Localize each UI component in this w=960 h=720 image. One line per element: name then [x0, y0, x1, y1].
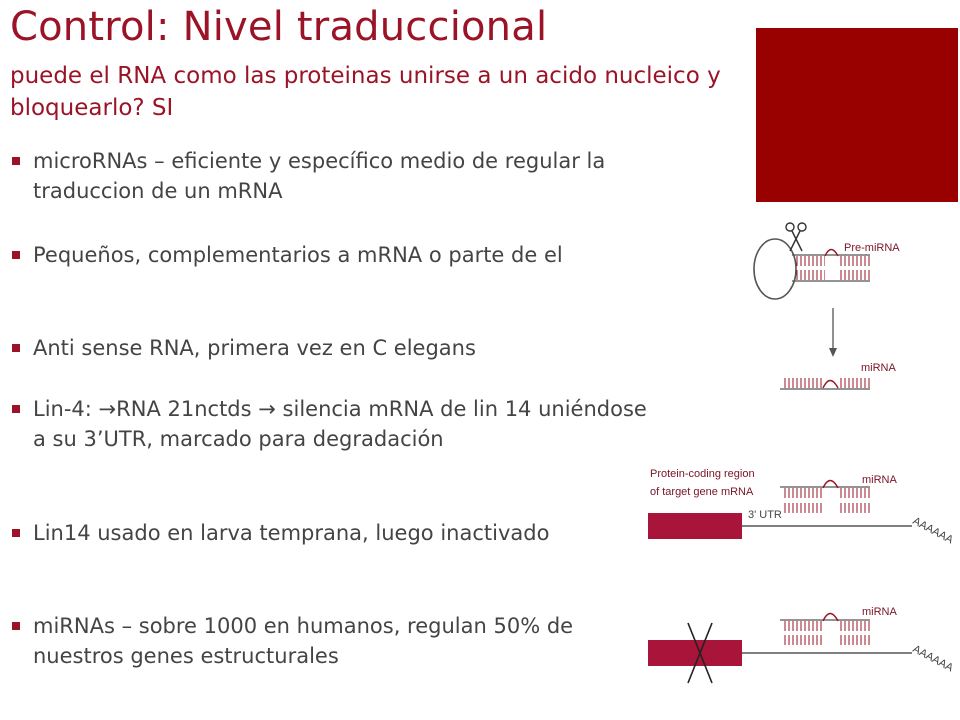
utr-label: 3' UTR	[748, 509, 782, 521]
protein-region-label: Protein-coding region	[650, 468, 755, 480]
slide-title: Control: Nivel traduccional	[10, 4, 548, 50]
polya-label: AAAAAA	[910, 515, 956, 547]
arrow-icon: →	[258, 397, 276, 421]
mature-mirna	[780, 378, 870, 389]
bullet-item	[10, 394, 663, 454]
bullet-marker	[12, 157, 20, 165]
bullet-text-mid: RNA 21nctds	[116, 397, 259, 421]
accent-square	[756, 28, 958, 202]
protein-coding-region	[648, 640, 742, 666]
mirna-label: miRNA	[862, 606, 897, 618]
bullet-text-end: silencia mRNA de lin 14 uniéndose a su 3’UTR, marcado para degradación	[33, 397, 647, 451]
bullet-text: Anti sense RNA, primera vez en C elegans	[33, 336, 476, 360]
polya-label: AAAAAA	[910, 643, 956, 675]
bullet-marker	[12, 405, 20, 413]
bullet-text: microRNAs – eficiente y específico medio de regular la traduccion de un mRNA	[33, 149, 606, 203]
bullet-text: miRNAs – sobre 1000 en humanos, regulan 50% de nuestros genes estructurales	[33, 614, 574, 668]
bullet-marker	[12, 622, 20, 630]
bullet-item	[10, 518, 653, 548]
arrow-down-icon	[829, 308, 837, 357]
bullet-item	[10, 611, 663, 671]
protein-coding-region	[648, 513, 742, 539]
bullet-text-start: Lin-4:	[33, 397, 99, 421]
bullet-text: Pequeños, complementarios a mRNA o parte de el	[33, 243, 563, 267]
bullet-marker	[12, 251, 20, 259]
bullet-item	[10, 146, 653, 206]
mirna-label: miRNA	[862, 474, 897, 486]
bullet-item	[10, 240, 653, 270]
mirna-diagram	[640, 205, 960, 705]
bullet-text: Lin14 usado en larva temprana, luego inactivado	[33, 521, 550, 545]
arrow-icon: →	[98, 397, 117, 421]
protein-region-label: of target gene mRNA	[650, 486, 754, 498]
bullet-marker	[12, 529, 20, 537]
mirna-label: miRNA	[861, 362, 896, 374]
mirna-bound	[780, 481, 870, 499]
mirna-bound-blocked	[780, 614, 870, 632]
slide-subtitle: puede el RNA como las proteinas unirse a un acido nucleico y bloquearlo? SI	[10, 63, 721, 121]
bullet-marker	[12, 344, 20, 352]
bullet-item	[10, 333, 663, 363]
mirna-diagram-svg	[640, 205, 960, 705]
pre-mirna-label: Pre-miRNA	[844, 242, 900, 254]
